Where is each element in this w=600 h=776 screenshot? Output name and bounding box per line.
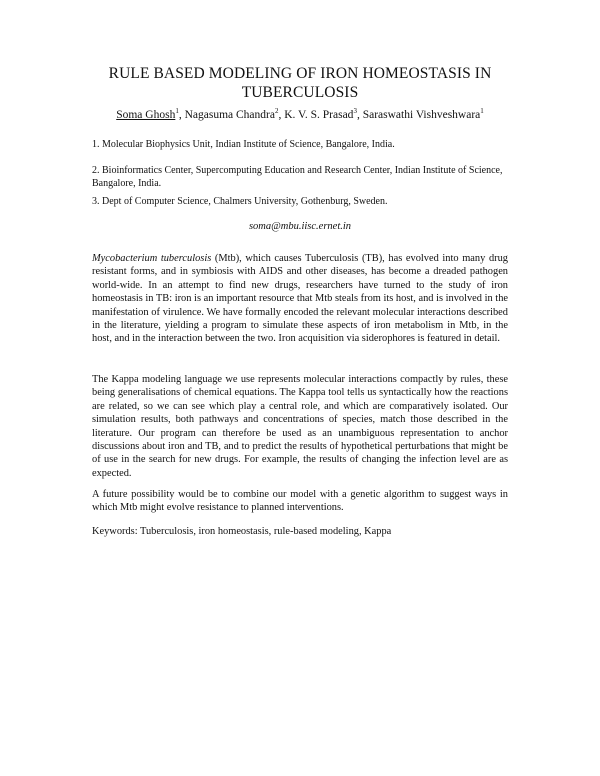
abstract-paragraph-1: [92, 252, 508, 346]
author-name: K. V. S. Prasad: [284, 109, 354, 121]
paper-title: [60, 64, 540, 102]
author-affiliation-mark: 2: [274, 107, 279, 116]
author-affiliation-mark: 1: [175, 107, 179, 116]
paragraph-1-text: (Mtb), which causes Tuberculosis (TB), has evolved into many drug resistant forms, and in symbiosis with AIDS and other diseases, has become a dreaded pathogen world-wide. In an attempt to find new drugs, researchers have turned to the study of iron homeostasis in TB: iron is an important resource that Mtb steals from its host, and is involved in the manifestation of virulence. We have formally encoded the relevant molecular interactions described in the literature, yielding a program to simulate these aspects of iron metabolism in Mtb, in the host, and in the interaction between the two. Iron acquisition via siderophores is featured in detail.: [92, 253, 508, 345]
affiliation-3: 3. Dept of Computer Science, Chalmers University, Gothenburg, Sweden.: [92, 196, 388, 207]
author-name: Saraswathi Vishveshwara: [362, 109, 481, 121]
author-name: Nagasuma Chandra: [184, 109, 275, 121]
author-list: [60, 108, 540, 122]
author-separator: ,: [178, 109, 185, 121]
keywords-line: Keywords: Tuberculosis, iron homeostasis, rule-based modeling, Kappa: [92, 526, 392, 537]
affiliation-2: 2. Bioinformatics Center, Supercomputing Education and Research Center, Indian Institute of Science, Bangalore, India.: [92, 165, 503, 189]
author-affiliation-mark: 1: [480, 107, 484, 116]
abstract-paragraph-2: The Kappa modeling language we use represents molecular interactions compactly by rules, these being generalisations of chemical equations. The Kappa tool tells us syntactically how the reactions are related, so we can see which play a central role, and which are comparatively isolated. Our simulation results, both pathways and concentrations of species, match those described in the literature. Our program can therefore be used as an unambiguous representation to anchor discussions about iron and TB, and to predict the results of hypothetical perturbations that might be of use in the search for new drugs. For example, the results of changing the infection level are as expected.: [92, 374, 508, 479]
author-separator: ,: [356, 109, 363, 121]
author-separator: ,: [278, 109, 285, 121]
affiliation-1: 1. Molecular Biophysics Unit, Indian Institute of Science, Bangalore, India.: [92, 139, 395, 150]
title-line-2: TUBERCULOSIS: [241, 84, 359, 101]
contact-email: soma@mbu.iisc.ernet.in: [248, 221, 352, 232]
author-name: Soma Ghosh: [116, 109, 176, 121]
abstract-paragraph-3: A future possibility would be to combine our model with a genetic algorithm to suggest ways in which Mtb might evolve resistance to planned interventions.: [92, 489, 508, 514]
species-name: Mycobacterium tuberculosis: [92, 253, 212, 264]
author-affiliation-mark: 3: [353, 107, 357, 116]
title-line-1: RULE BASED MODELING OF IRON HOMEOSTASIS IN: [108, 65, 492, 82]
